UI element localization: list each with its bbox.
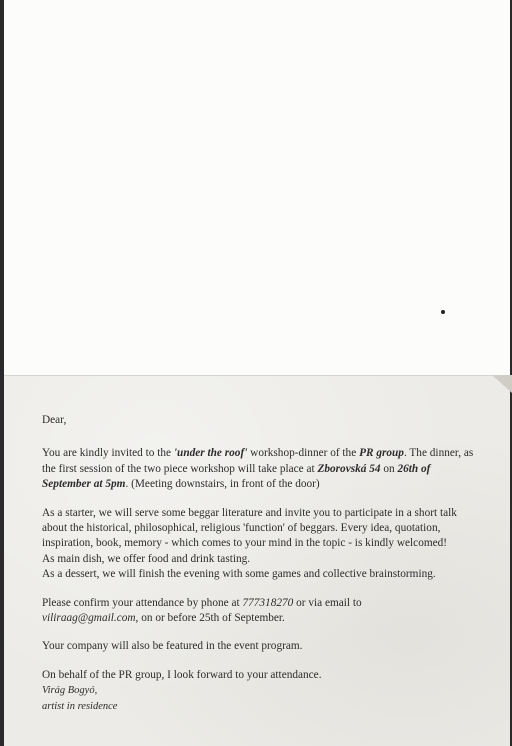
p1-text-a: You are kindly invited to the	[42, 447, 174, 460]
event-title: 'under the roof'	[173, 447, 248, 460]
dessert-text: As a dessert, we will finish the evening with some games and collective brainstorming.	[42, 568, 436, 581]
main-dish-text: As main dish, we offer food and drink tasting.	[42, 552, 251, 565]
rsvp-text-a: Please confirm your attendance by phone at	[42, 596, 243, 609]
rsvp-text-b: or via email to	[293, 596, 362, 609]
folded-blank-area	[4, 0, 510, 375]
event-date-time: 26th of September at 5pm	[42, 462, 431, 491]
p1-text-i: . (Meeting downstairs, in front of the door)	[125, 478, 320, 491]
paper-speck	[441, 310, 445, 314]
greeting: Dear,	[42, 414, 67, 426]
folded-corner	[492, 375, 512, 393]
p1-text-g: on	[380, 462, 398, 475]
invitation-letter	[42, 413, 474, 714]
rsvp-text-c: , on or before 25th of September.	[135, 612, 285, 625]
closing-line: On behalf of the PR group, I look forward to your attendance.	[42, 668, 322, 681]
signature-title: artist in residence	[42, 700, 118, 712]
rsvp-paragraph	[42, 596, 474, 627]
program-feature-paragraph: Your company will also be featured in the event program.	[42, 640, 303, 653]
p1-text-c: workshop-dinner of the	[247, 447, 360, 460]
email-address: viliraag@gmail.com	[42, 612, 136, 625]
signature-name: Virág Bogyó,	[42, 685, 98, 697]
group-name: PR group	[359, 447, 404, 460]
venue-address: Zborovská 54	[317, 462, 381, 475]
p1-text-e: . The dinner, as the first session of the two piece workshop will take place at	[42, 447, 474, 475]
starter-text: As a starter, we will serve some beggar literature and invite you to participate in a short talk about the historical, philosophical, religious 'function' of beggars. Every idea, quotation, inspiration, book, memory - which comes to your mind in the topic - is kindly welcomed!	[42, 506, 457, 550]
program-paragraph	[42, 506, 474, 583]
phone-number: 777318270	[242, 596, 294, 609]
invitation-paragraph	[42, 446, 474, 492]
